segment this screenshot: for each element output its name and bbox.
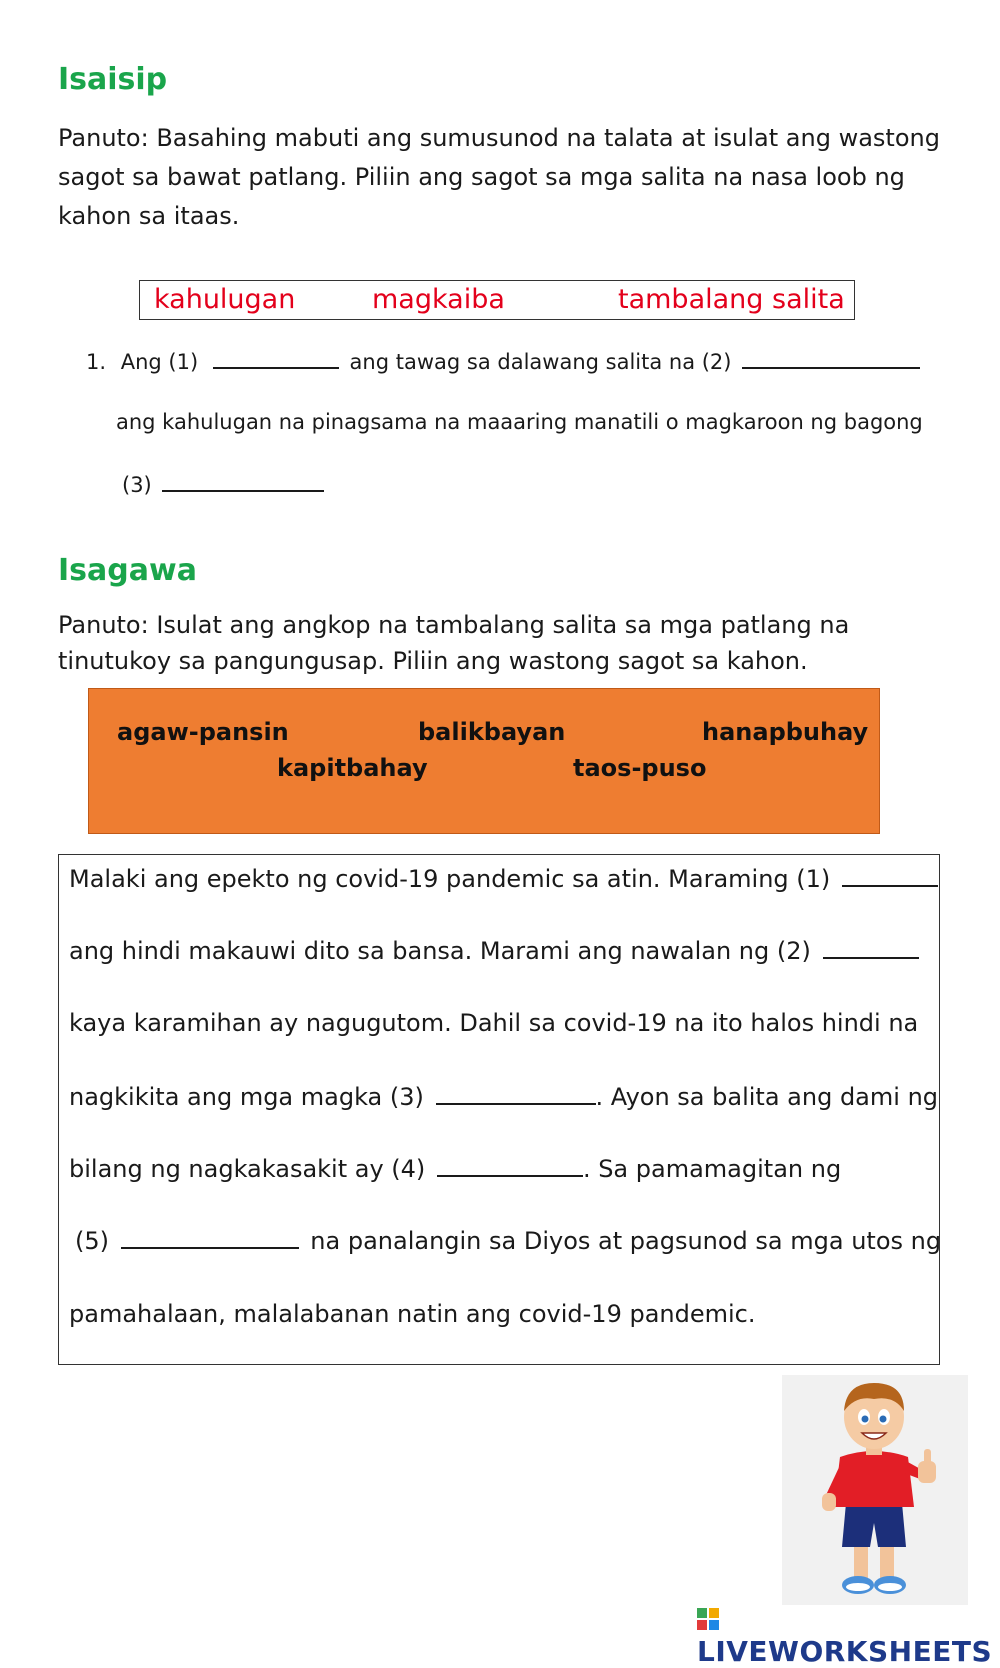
choice-word: magkaiba	[372, 284, 505, 315]
answer-blank-3[interactable]	[162, 472, 324, 492]
passage-text: . Ayon sa balita ang dami ng	[595, 1083, 939, 1111]
passage-text: Malaki ang epekto ng covid-19 pandemic sa atin. Maraming (1)	[69, 865, 831, 893]
passage-blank-2[interactable]	[823, 939, 919, 959]
choice-word: kapitbahay	[277, 754, 428, 782]
word-choice-box	[139, 280, 855, 320]
boy-drawing	[782, 1375, 968, 1605]
answer-blank-2[interactable]	[742, 349, 920, 369]
instruction-line: sagot sa bawat patlang. Piliin ang sagot sa mga salita na nasa loob ng	[58, 163, 905, 191]
passage-text: ang hindi makauwi dito sa bansa. Marami ang nawalan ng (2)	[69, 937, 811, 965]
passage-text: nagkikita ang mga magka (3)	[69, 1083, 424, 1111]
answer-blank-1[interactable]	[213, 349, 339, 369]
instruction-line: Panuto: Basahing mabuti ang sumusunod na talata at isulat ang wastong	[58, 124, 940, 152]
passage-line	[69, 1155, 841, 1183]
instruction-line: kahon sa itaas.	[58, 202, 240, 230]
instruction-line: tinutukoy sa pangungusap. Piliin ang wastong sagot sa kahon.	[58, 647, 808, 675]
passage-line	[75, 1227, 941, 1255]
passage-blank-3[interactable]	[436, 1085, 596, 1105]
passage-text: (5)	[75, 1227, 109, 1255]
passage-line	[69, 1083, 938, 1111]
choice-word: kahulugan	[154, 284, 296, 315]
isagawa-instructions	[58, 607, 958, 679]
boy-thumbs-up-illustration	[782, 1375, 968, 1605]
choice-word: taos-puso	[573, 754, 707, 782]
passage-text: na panalangin sa Diyos at pagsunod sa mga utos ng	[310, 1227, 942, 1255]
passage-blank-1[interactable]	[842, 867, 938, 887]
passage-text: bilang ng nagkakasakit ay (4)	[69, 1155, 426, 1183]
logo-icon	[697, 1604, 719, 1626]
passage-blank-5[interactable]	[121, 1229, 299, 1249]
choice-word: hanapbuhay	[702, 718, 869, 746]
logo-text: LIVEWORKSHEETS	[697, 1635, 993, 1668]
choice-word: balikbayan	[418, 718, 566, 746]
passage-line	[69, 937, 919, 965]
passage-blank-4[interactable]	[437, 1157, 583, 1177]
isaisip-heading: Isaisip	[58, 62, 168, 97]
passage-line	[69, 865, 938, 893]
compound-word-choice-box	[88, 688, 880, 834]
passage-line: pamahalaan, malalabanan natin ang covid-19 pandemic.	[69, 1300, 756, 1328]
passage-box	[58, 854, 940, 1365]
question-1-line-1	[86, 349, 920, 374]
liveworksheets-logo[interactable]	[697, 1602, 1000, 1668]
isagawa-heading: Isagawa	[58, 553, 197, 588]
item-text: Ang (1)	[120, 350, 199, 374]
isaisip-instructions	[58, 119, 958, 236]
passage-text: . Sa pamamagitan ng	[582, 1155, 842, 1183]
item-number: 1.	[86, 350, 107, 374]
question-1-line-2: ang kahulugan na pinagsama na maaaring manatili o magkaroon ng bagong	[116, 410, 923, 434]
question-1-line-3	[122, 472, 324, 497]
choice-word: tambalang salita	[618, 284, 845, 315]
passage-line: kaya karamihan ay nagugutom. Dahil sa covid-19 na ito halos hindi na	[69, 1009, 919, 1037]
choice-word: agaw-pansin	[117, 718, 289, 746]
item-text: ang tawag sa dalawang salita na (2)	[349, 350, 732, 374]
instruction-line: Panuto: Isulat ang angkop na tambalang salita sa mga patlang na	[58, 611, 850, 639]
item-text: (3)	[122, 473, 152, 497]
